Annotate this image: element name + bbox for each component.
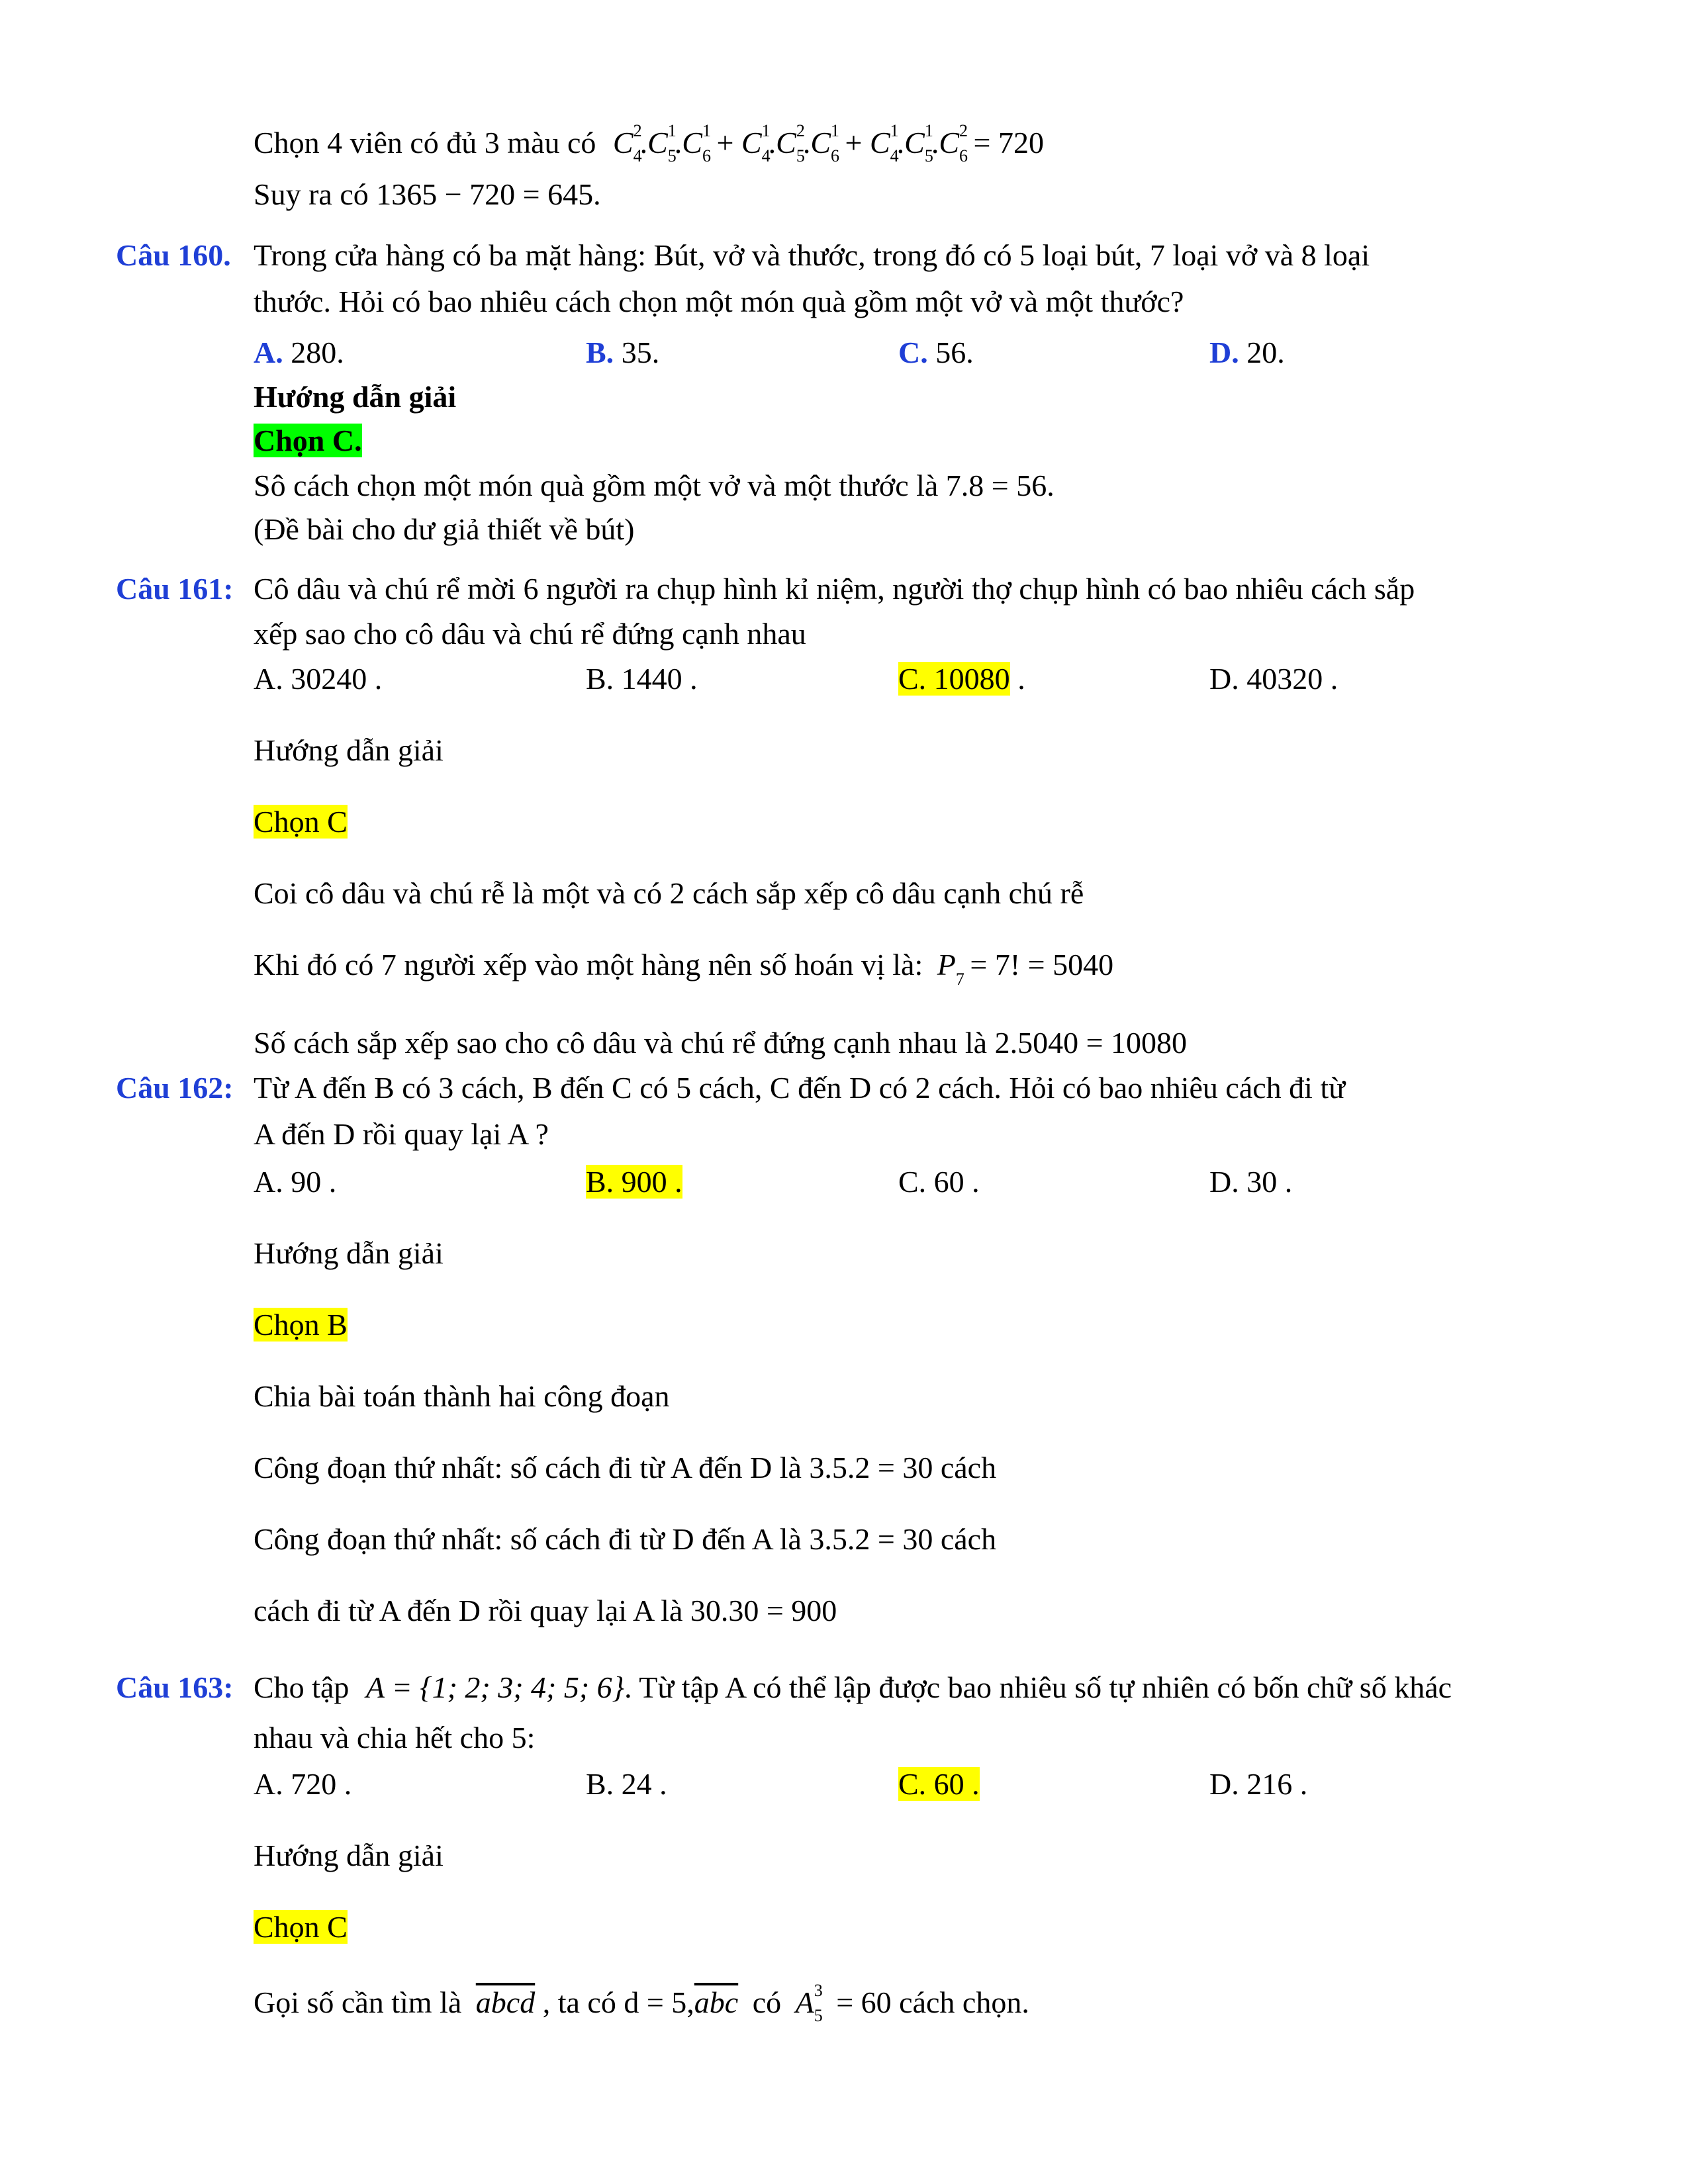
q163-solution-1: Gọi số cần tìm là abcd , ta có $d = 5,\overline{abc}$ có A 3 5 = 60 cách chọn. (254, 1981, 1029, 2025)
q163-answer: Chọn C (254, 1910, 348, 1944)
q160-answer: Chọn C. (254, 424, 362, 457)
q160-solution-1: Sô cách chọn một món quà gồm một vở và một thước là 7.8 = 56. (254, 469, 1055, 502)
q162-solution-2: Công đoạn thứ nhất: số cách đi từ A đến D là 3.5.2 = 30 cách (254, 1451, 997, 1484)
question-160-text-1: Trong cửa hàng có ba mặt hàng: Bút, vở và thước, trong đó có 5 loại bút, 7 loại vở và 8 loại (254, 238, 1370, 272)
q160-guide-heading: Hướng dẫn giải (254, 380, 457, 414)
question-160-label: Câu 160. (116, 238, 231, 272)
q162-option-b: B. 900 . (586, 1165, 682, 1199)
q161-option-a: A. 30240 . (254, 662, 383, 696)
q161-option-c: C. 10080 . (898, 662, 1025, 696)
question-162-label: Câu 162: (116, 1071, 234, 1105)
q161-guide-heading: Hướng dẫn giải (254, 733, 444, 767)
q162-option-c: C. 60 . (898, 1165, 980, 1199)
q163-guide-heading: Hướng dẫn giải (254, 1839, 444, 1872)
question-163-text-1: Cho tập A = {1; 2; 3; 4; 5; 6}. Từ tập A có thể lập được bao nhiêu số tự nhiên có bốn chữ số khác (254, 1670, 1452, 1704)
question-160-text-2: thước. Hỏi có bao nhiêu cách chọn một món quà gồm một vở và một thước? (254, 285, 1184, 318)
q163-option-c: C. 60 . (898, 1767, 980, 1801)
intro-line-2: Suy ra có 1365 − 720 = 645. (254, 177, 601, 211)
q162-option-d: D. 30 . (1209, 1165, 1293, 1199)
q161-option-d: D. 40320 . (1209, 662, 1338, 696)
intro-line-1 (254, 121, 1044, 165)
q162-solution-4: cách đi từ A đến D rồi quay lại A là 30.30 = 900 (254, 1594, 837, 1627)
q162-solution-3: Công đoạn thứ nhất: số cách đi từ D đến A là 3.5.2 = 30 cách (254, 1522, 997, 1556)
q160-solution-2: (Đề bài cho dư giả thiết về bút) (254, 512, 635, 546)
question-163-label: Câu 163: (116, 1670, 234, 1704)
q161-option-b: B. 1440 . (586, 662, 698, 696)
q162-solution-1: Chia bài toán thành hai công đoạn (254, 1379, 670, 1413)
q162-option-a: A. 90 . (254, 1165, 337, 1199)
combination-formula: C 2 4 .C 1 5 .C 1 6 + C 1 4 .C 2 5 .C 1 6 + C 1 4 .C 1 5 .C 2 6 (612, 121, 968, 165)
set-definition: A = {1; 2; 3; 4; 5; 6} (365, 1670, 625, 1704)
question-163-text-2: nhau và chia hết cho 5: (254, 1721, 536, 1754)
question-161-text-2: xếp sao cho cô dâu và chú rể đứng cạnh nhau (254, 617, 806, 651)
q162-answer: Chọn B (254, 1308, 348, 1342)
question-162-text-2: A đến D rồi quay lại A ? (254, 1117, 549, 1151)
q160-option-b: B. 35. (586, 336, 660, 369)
q160-option-d: D. 20. (1209, 336, 1285, 369)
question-161-label: Câu 161: (116, 572, 234, 606)
q161-solution-2: Khi đó có 7 người xếp vào một hàng nên số hoán vị là: P 7 = 7! = 5040 (254, 948, 1114, 989)
q163-option-a: A. 720 . (254, 1767, 352, 1801)
formula-result: = 720 (973, 126, 1044, 159)
q161-answer: Chọn C (254, 805, 348, 839)
question-162-text-1: Từ A đến B có 3 cách, B đến C có 5 cách, C đến D có 2 cách. Hỏi có bao nhiêu cách đi từ (254, 1071, 1346, 1105)
q160-option-a: A. 280. (254, 336, 344, 369)
q163-option-b: B. 24 . (586, 1767, 667, 1801)
q161-solution-3: Số cách sắp xếp sao cho cô dâu và chú rể đứng cạnh nhau là 2.5040 = 10080 (254, 1026, 1188, 1060)
q162-guide-heading: Hướng dẫn giải (254, 1236, 444, 1270)
question-161-text-1: Cô dâu và chú rể mời 6 người ra chụp hình kỉ niệm, người thợ chụp hình có bao nhiêu cách sắp (254, 572, 1415, 606)
q160-option-c: C. 56. (898, 336, 974, 369)
q163-option-d: D. 216 . (1209, 1767, 1308, 1801)
q161-solution-1: Coi cô dâu và chú rễ là một và có 2 cách sắp xếp cô dâu cạnh chú rễ (254, 876, 1084, 910)
intro-text: Chọn 4 viên có đủ 3 màu có (254, 126, 596, 159)
